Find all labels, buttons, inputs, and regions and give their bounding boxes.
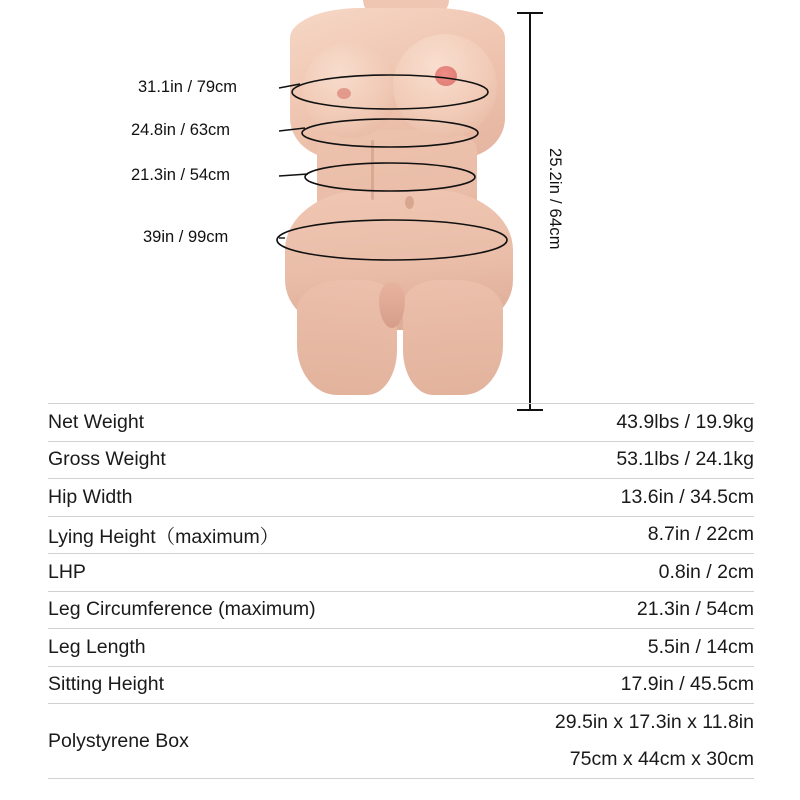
table-row [48, 629, 754, 667]
spec-label: LHP [48, 554, 453, 592]
table-row [48, 554, 754, 592]
underbust-measurement-label: 24.8in / 63cm [131, 121, 231, 139]
height-bar-line [529, 12, 531, 410]
height-measurement-label: 25.2in / 64cm [546, 148, 564, 250]
spec-label: Net Weight [48, 404, 453, 442]
underbust-ellipse [302, 119, 478, 147]
spec-label: Leg Circumference (maximum) [48, 591, 453, 629]
spec-value: 13.6in / 34.5cm [453, 479, 754, 517]
table-row [48, 591, 754, 629]
spec-value: 0.8in / 2cm [453, 554, 754, 592]
spec-value [453, 704, 754, 779]
bust-measurement-label: 31.1in / 79cm [138, 78, 238, 96]
waist-ellipse [305, 163, 475, 191]
hip-measurement-label: 39in / 99cm [143, 228, 229, 246]
table-row [48, 441, 754, 479]
height-bar-top-cap [517, 12, 543, 14]
spec-label: Lying Height（maximum） [48, 516, 453, 554]
spec-label: Gross Weight [48, 441, 453, 479]
spec-label: Hip Width [48, 479, 453, 517]
underbust-leader-line [279, 128, 305, 131]
spec-value: 5.5in / 14cm [453, 629, 754, 667]
spec-value: 53.1lbs / 24.1kg [453, 441, 754, 479]
table-row [48, 704, 754, 779]
hip-ellipse [277, 220, 507, 260]
spec-value: 8.7in / 22cm [453, 516, 754, 554]
spec-value: 43.9lbs / 19.9kg [453, 404, 754, 442]
spec-label: Polystyrene Box [48, 704, 453, 779]
spec-value-line2: 75cm x 44cm x 30cm [569, 748, 754, 770]
waist-measurement-label: 21.3in / 54cm [131, 166, 231, 184]
spec-value: 17.9in / 45.5cm [453, 666, 754, 704]
table-row [48, 404, 754, 442]
table-row [48, 516, 754, 554]
waist-leader-line [279, 174, 308, 176]
spec-label: Sitting Height [48, 666, 453, 704]
table-row [48, 479, 754, 517]
table-row [48, 666, 754, 704]
specification-table [48, 403, 754, 779]
bust-ellipse [292, 75, 488, 109]
spec-value-line1: 29.5in x 17.3in x 11.8in [554, 711, 754, 733]
spec-label: Leg Length [48, 629, 453, 667]
spec-value: 21.3in / 54cm [453, 591, 754, 629]
